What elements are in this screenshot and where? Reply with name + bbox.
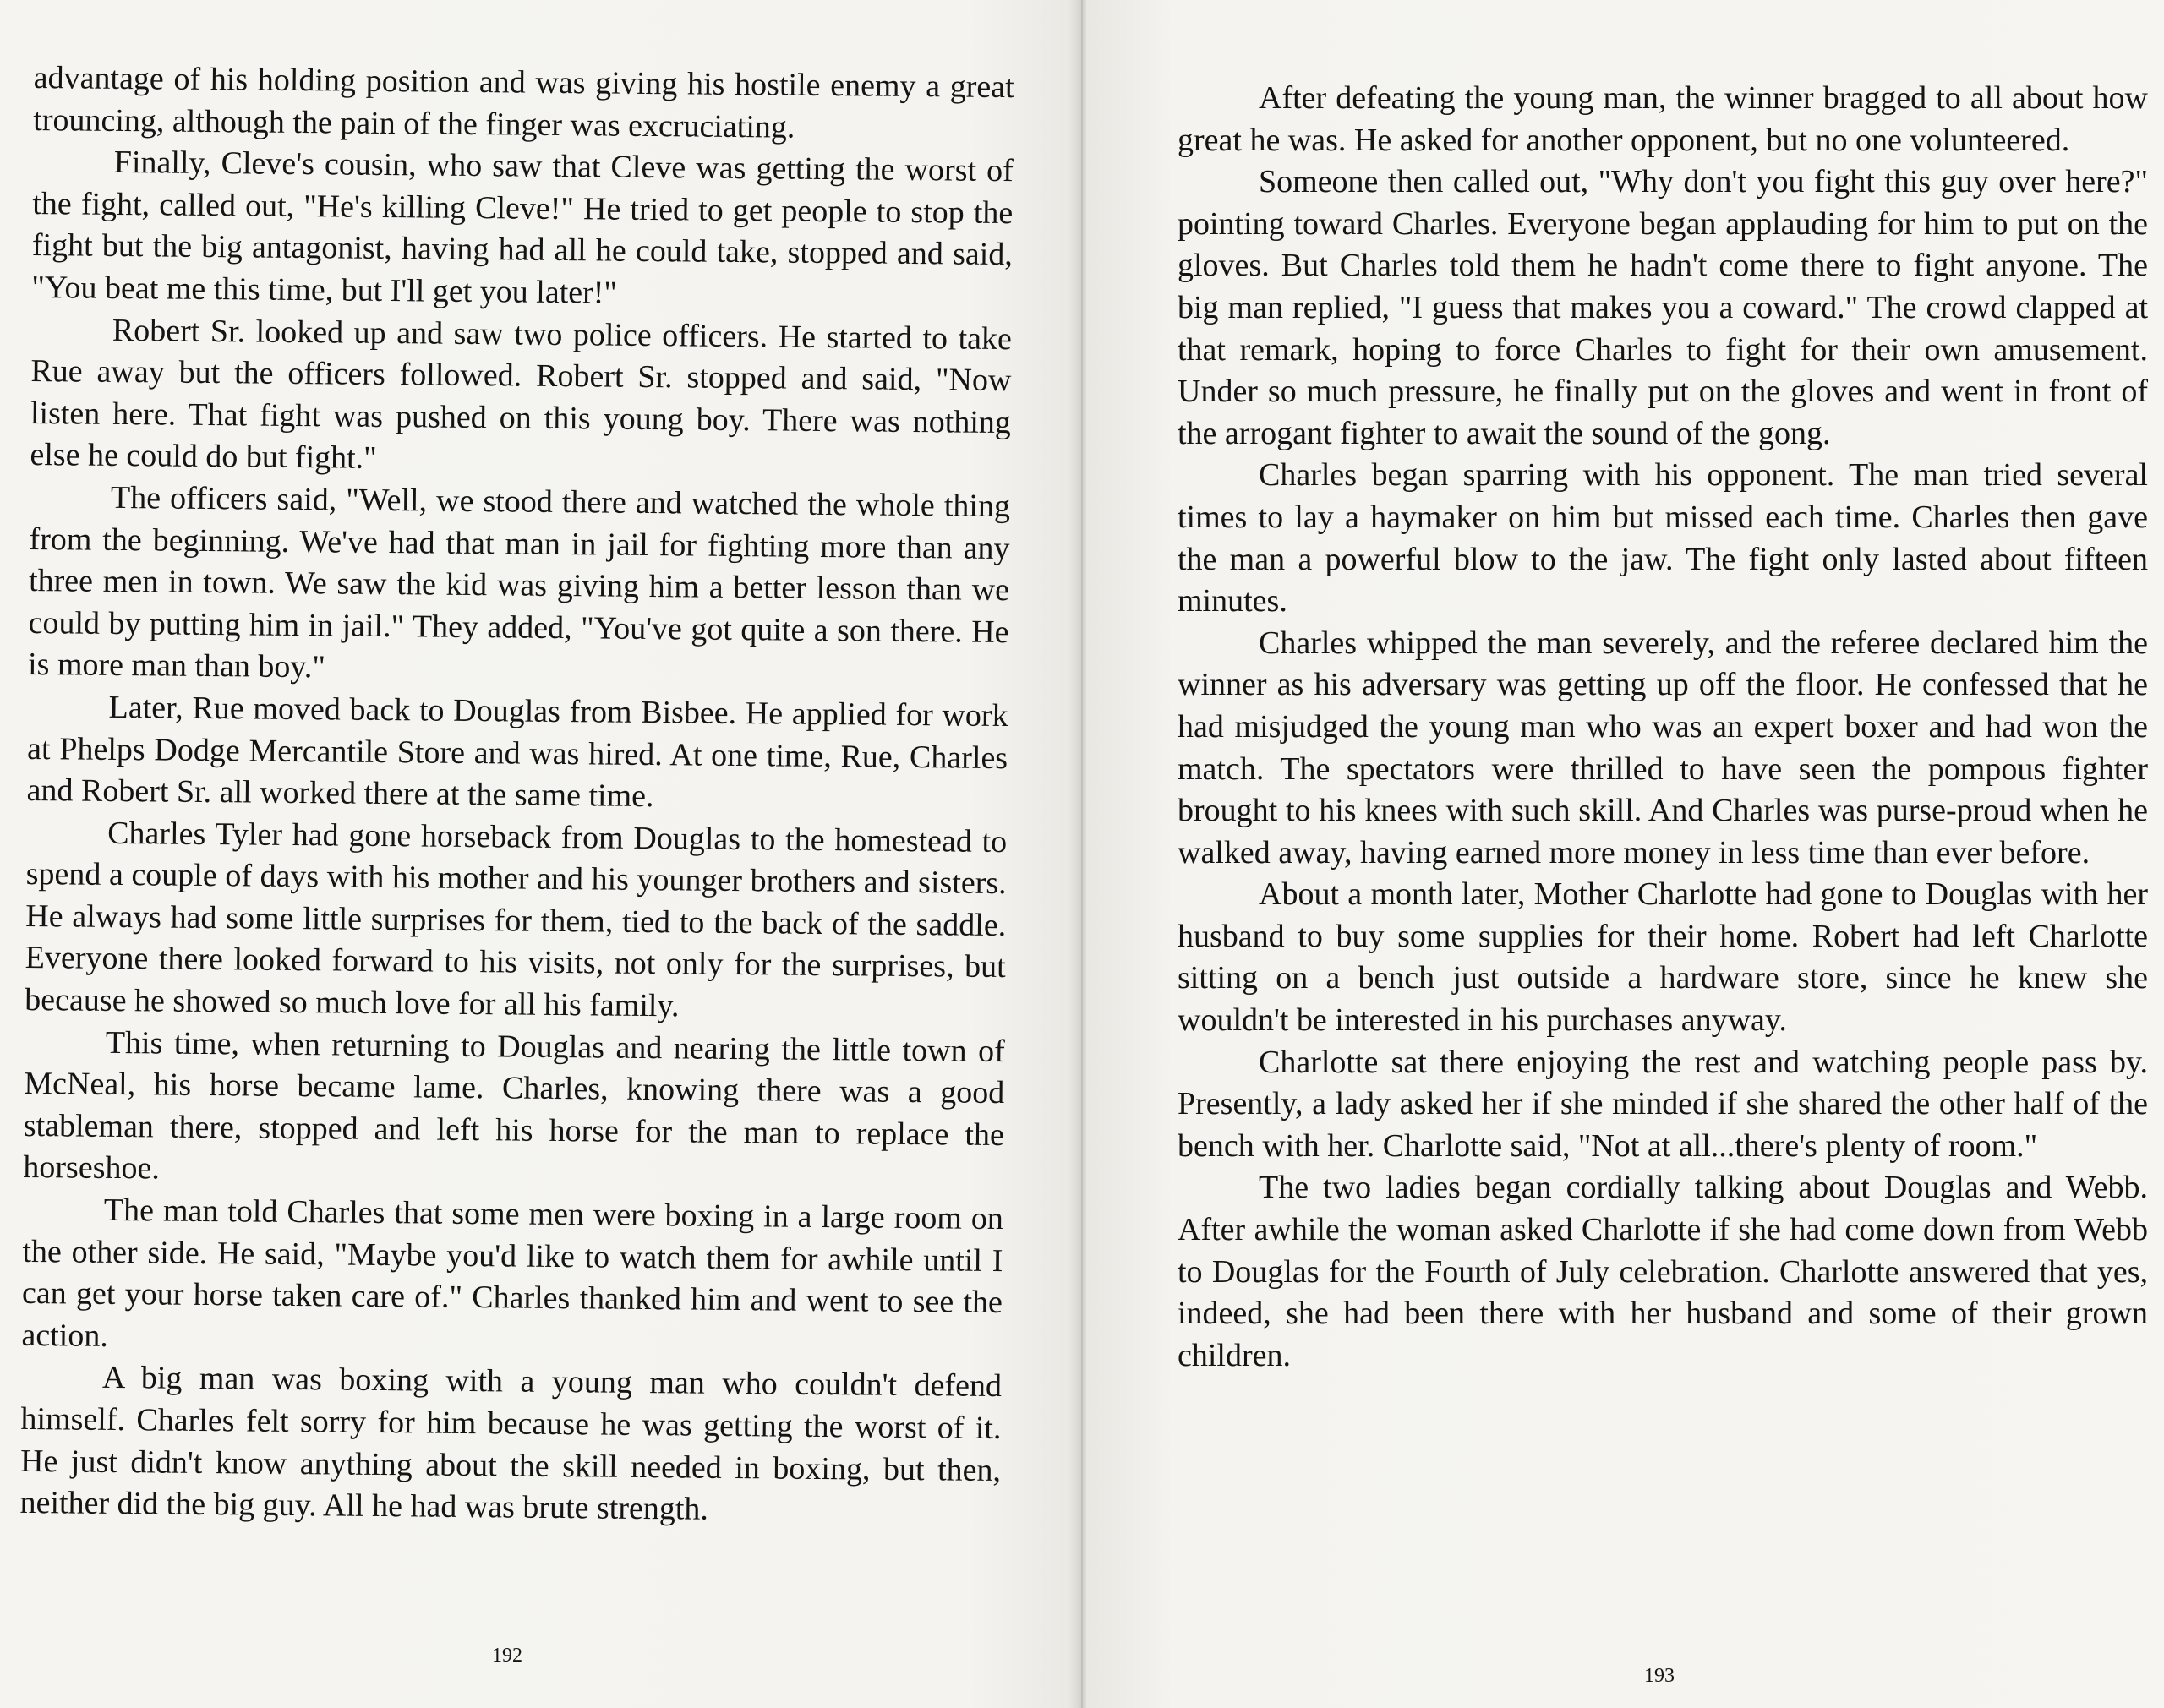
paragraph: Someone then called out, "Why don't you fight this guy over here?" pointing toward Charles. Everyone began applauding for him to put on the gloves. But Charles told them he hadn't come there to fight anyone. The big man replied, "I guess that makes you a coward." The crowd clapped at that remark, hoping to force Charles to fight for their own amusement. Under so much pressure, he finally put on the gloves and went in front of the arrogant fighter to await the sound of the gong.	[1178, 164, 2148, 451]
paragraph: Later, Rue moved back to Douglas from Bisbee. He applied for work at Phelps Dodge Mercantile Store and was hired. At one time, Rue, Charles and Robert Sr. all worked there at the same time.	[26, 689, 1008, 815]
paragraph: Charles Tyler had gone horseback from Douglas to the homestead to spend a couple of days with his mother and his younger brothers and sisters. He always had some little surprises for them, tied to the back of the saddle. Everyone there looked forward to his visits, not only for the surprises, but because he showed so much love for all his family.	[25, 815, 1008, 1024]
paragraph: Charles began sparring with his opponent. The man tried several times to lay a haymaker on him but missed each time. Charles then gave the man a powerful blow to the jaw. The fight only lasted about fifteen minutes.	[1178, 457, 2148, 619]
right-page-body	[1178, 78, 2148, 1377]
left-page	[0, 0, 1078, 1708]
left-page-body	[19, 57, 1014, 1534]
right-page	[1086, 0, 2164, 1708]
paragraph: A big man was boxing with a young man who couldn't defend himself. Charles felt sorry for him because he was getting the worst of it. He just didn't know anything about the skill needed in boxing, but then, neither did the big guy. All he had was brute strength.	[19, 1360, 1003, 1527]
paragraph: Robert Sr. looked up and saw two police officers. He started to take Rue away but the officers followed. Robert Sr. stopped and said, "Now listen here. That fight was pushed on this young boy. There was nothing else he could do but fight."	[30, 312, 1013, 477]
gutter-fold-line	[1081, 0, 1083, 1708]
paragraph: After defeating the young man, the winner bragged to all about how great he was. He asked for another opponent, but no one volunteered.	[1178, 80, 2148, 158]
page-number-left: 192	[492, 1645, 522, 1667]
paragraph: The man told Charles that some men were boxing in a large room on the other side. He said, "Maybe you'd like to watch them for awhile until I can get your horse taken care of." Charles thanked him and went to see the action.	[21, 1192, 1004, 1354]
paragraph: advantage of his holding position and was giving his hostile enemy a great trouncing, although the pain of the finger was excruciating.	[33, 59, 1014, 145]
paragraph: Charles whipped the man severely, and the referee declared him the winner as his adversary was getting up off the floor. He confessed that he had misjudged the young man who was an expert boxer and had won the match. The spectators were thrilled to have seen the pompous fighter brought to his knees with such skill. And Charles was purse-proud when he walked away, having earned more money in less time than ever before.	[1178, 625, 2148, 870]
paragraph: Finally, Cleve's cousin, who saw that Cleve was getting the worst of the fight, called out, "He's killing Cleve!" He tried to get people to stop the fight but the big antagonist, having had all he could take, stopped and said, "You beat me this time, but I'll get you later!"	[31, 145, 1014, 311]
paragraph: The two ladies began cordially talking about Douglas and Webb. After awhile the woman asked Charlotte if she had come down from Webb to Douglas for the Fourth of July celebration. Charlotte answered that yes, indeed, she had been there with her husband and some of their grown children.	[1178, 1170, 2148, 1373]
paragraph: About a month later, Mother Charlotte had gone to Douglas with her husband to buy some supplies for their home. Robert had left Charlotte sitting on a bench just outside a hardware store, since he knew she wouldn't be interested in his purchases anyway.	[1178, 876, 2148, 1039]
page-number-right: 193	[1644, 1665, 1675, 1687]
paragraph: The officers said, "Well, we stood there and watched the whole thing from the beginning. We've had that man in jail for fighting more than any three men in town. We saw the kid was giving him a better lesson than we could by putting him in jail." They added, "You've got quite a son there. He is more man than boy."	[27, 479, 1011, 685]
paragraph: This time, when returning to Douglas and nearing the little town of McNeal, his horse became lame. Charles, knowing there was a good stableman there, stopped and left his horse for the man to replace the horseshoe.	[23, 1024, 1005, 1187]
paragraph: Charlotte sat there enjoying the rest and watching people pass by. Presently, a lady asked her if she minded if she shared the other half of the bench with her. Charlotte said, "Not at all...there's plenty of room."	[1178, 1044, 2148, 1164]
